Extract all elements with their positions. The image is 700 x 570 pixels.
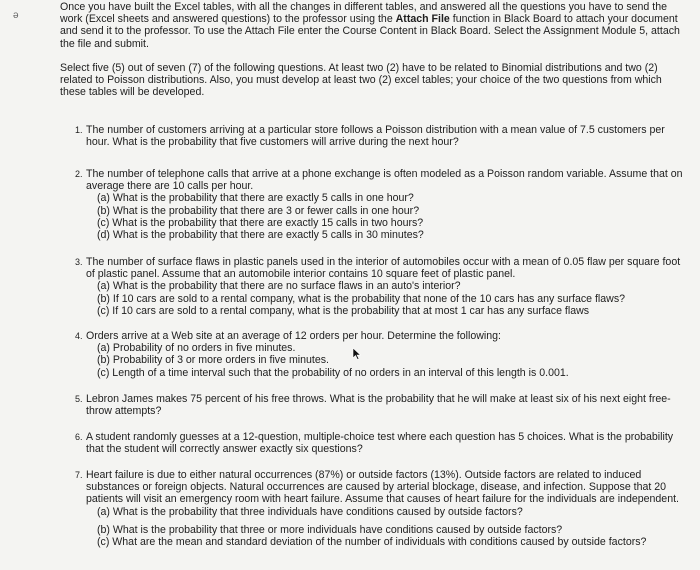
question-7 [75,469,685,548]
instructions-text-end: function in Black Board to attach your document and send it to the professor. To use the Attach File enter the Course Content in Black Board. Select the Assignment Module 5, attach the file and submit. [60,13,680,50]
sub-question: (c) Length of a time interval such that the probability of no orders in an interval of this length is 0.001. [97,366,569,379]
question-6 [75,431,685,455]
selection-paragraph [60,62,680,99]
question-3 [75,256,685,317]
sub-question: (b) Probability of 3 or more orders in five minutes. [97,354,329,367]
instructions-text-start: Once you have built the Excel tables, with all the changes in different tables, and answered all the questions you have to send the work (Excel sheets and answered questions) to the professor using the [60,1,667,26]
question-number: 4. [75,331,83,341]
question-1 [75,124,685,148]
sub-question: (b) If 10 cars are sold to a rental company, what is the probability that none of the 10 cars has any surface flaws? [97,292,626,305]
margin-mark: ə [13,10,19,21]
attach-file-emphasis: Attach File [395,13,450,26]
question-number: 7. [75,470,83,480]
sub-question: (c) If 10 cars are sold to a rental company, what is the probability that at most 1 car has any surface flaws [97,304,590,317]
question-number: 2. [75,169,83,179]
question-text: Lebron James makes 75 percent of his free throws. What is the probability that he will make at least six of his next eight free-throw attempts? [86,393,671,418]
sub-question: (a) What is the probability that there are exactly 5 calls in one hour? [97,192,414,205]
selection-text: Select five (5) out of seven (7) of the following questions. At least two (2) have to be related to Binomial distributions and two (2) related to Poisson distributions. Also, you must develop at least two (2) excel tables; your choice of the two questions from which these tables will be developed. [60,62,662,99]
question-text: The number of telephone calls that arrive at a phone exchange is often modeled as a Poisson random variable. Assume that on average there are 10 calls per hour. [86,168,683,193]
sub-question: (a) What is the probability that three individuals have conditions caused by outside factors? [97,505,523,518]
mouse-pointer-icon [352,348,362,360]
sub-question: (b) What is the probability that there are 3 or fewer calls in one hour? [97,204,420,217]
question-number: 6. [75,432,83,442]
sub-question: (c) What is the probability that there are exactly 15 calls in two hours? [97,216,424,229]
question-number: 1. [75,125,83,135]
instructions-paragraph [60,1,680,50]
sub-question: (d) What is the probability that there are exactly 5 calls in 30 minutes? [97,229,424,242]
question-text: Orders arrive at a Web site at an average of 12 orders per hour. Determine the following: [86,330,501,342]
question-text: The number of customers arriving at a particular store follows a Poisson distribution with a mean value of 7.5 customers per hour. What is the probability that five customers will arrive during the next hour? [86,124,665,149]
question-2 [75,168,685,241]
sub-question: (b) What is the probability that three or more individuals have conditions caused by outside factors? [97,523,563,536]
sub-question: (c) What are the mean and standard deviation of the number of individuals with conditions caused by outside factors? [97,536,647,549]
sub-question: (a) What is the probability that there are no surface flaws in an auto's interior? [97,280,461,293]
sub-question: (a) Probability of no orders in five minutes. [97,342,296,355]
question-5 [75,393,685,417]
question-number: 3. [75,257,83,267]
question-text: Heart failure is due to either natural occurrences (87%) or outside factors (13%). Outside factors are related to induced substances or foreign objects. Natural occurrences are caused by arterial blockage, disease, and infection. Suppose that 20 patients will visit an emergency room with heart failure. Assume that causes of heart failure for the individuals are independent. [86,469,679,506]
question-text: A student randomly guesses at a 12-question, multiple-choice test where each question has 5 choices. What is the probability that the student will correctly answer exactly six questions? [86,431,674,456]
question-number: 5. [75,394,83,404]
question-4 [75,330,685,379]
question-text: The number of surface flaws in plastic panels used in the interior of automobiles occur with a mean of 0.05 flaw per square foot of plastic panel. Assume that an automobile interior contains 10 square feet of plastic panel. [86,256,681,281]
